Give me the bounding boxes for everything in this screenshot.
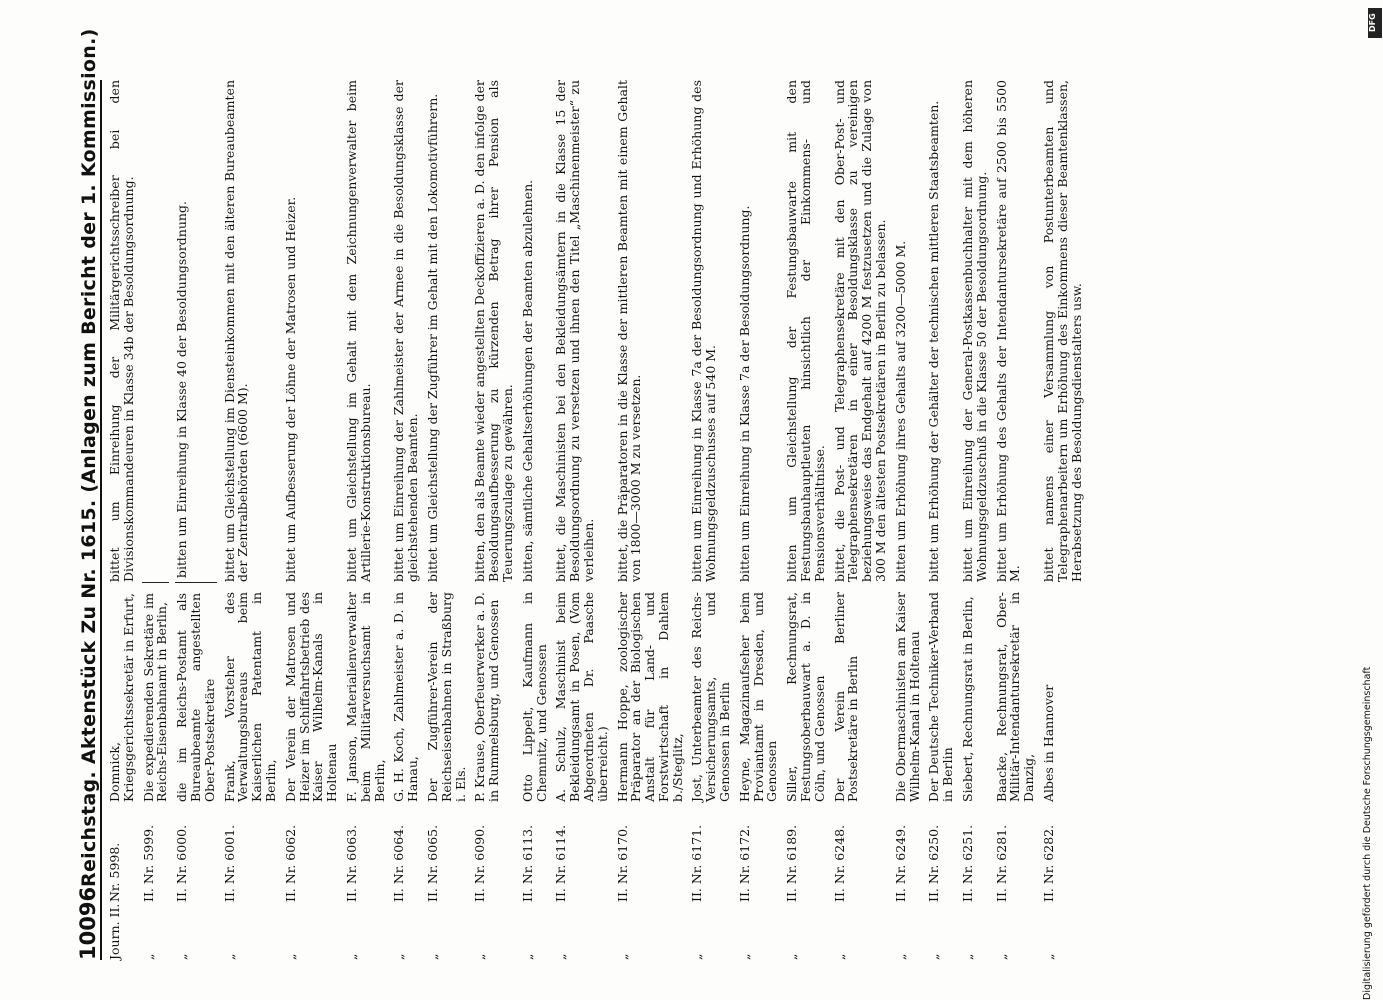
petition-number: II. Nr. 6114.	[553, 824, 569, 902]
petition-number: II. Nr. 6113.	[519, 824, 535, 902]
petitioner: Die Obermaschinisten am Kaiser Wilhelm-Kanal in Holtenau	[892, 592, 922, 802]
page-number: 10096	[76, 886, 100, 960]
journal-ref: „	[960, 953, 976, 960]
journal-ref: „	[689, 953, 705, 960]
petitioner: A. Schulz, Maschinist beim Bekleidungsamt in Posen, (Vom Abgeordneten Dr. Paasche überreicht.)	[553, 592, 610, 802]
petition-row	[690, 80, 731, 960]
journal-ref: „	[736, 953, 752, 960]
petition-row	[894, 80, 922, 960]
petition-number: II. Nr. 6170.	[614, 824, 630, 902]
journal-ref: „	[553, 953, 569, 960]
petition-number: II. Nr. 6250.	[926, 824, 942, 902]
petition-request: bitten um Einreihung in Klasse 7a der Besoldungsordnung.	[736, 205, 752, 582]
petition-row	[142, 80, 170, 960]
journal-ref: „	[472, 953, 488, 960]
petition-request: bittet um Einreihung der Zahlmeister der Armee in die Besoldungsklasse der gleichstehenden Beamten.	[391, 80, 421, 582]
petition-number: II. Nr. 6281.	[993, 824, 1009, 902]
petition-number: II. Nr. 6171.	[689, 824, 705, 902]
petitioner: Jost, Unterbeamter des Reichs-Versicherungsamts, und Genossen in Berlin	[689, 592, 733, 802]
petitioner: Die expedierenden Sekretäre im Reichs-Eisenbahnamt in Berlin,	[142, 582, 170, 802]
page-header	[60, 28, 102, 960]
petition-row	[284, 80, 339, 960]
petitioner: Der Verein Berliner Postsekretäre in Berlin	[831, 592, 861, 802]
petition-row	[392, 80, 420, 960]
petitioner: Siller, Rechnungsrat, Festungsoberbauwart a. D. in Cöln, und Genossen	[784, 592, 827, 802]
petition-row	[473, 80, 514, 960]
page-title: Reichstag. Aktenstück Zu Nr. 1615. (Anlagen zum Bericht der 1. Kommission.)	[78, 28, 100, 887]
petition-number: II. Nr. 6065.	[424, 824, 440, 902]
petition-request: bittet um Erhöhung der Gehälter der technischen mittleren Staatsbeamten.	[926, 100, 942, 582]
digitization-credit: Digitalisierung gefördert durch die Deutsche Forschungsgemeinschaft	[1362, 666, 1373, 1000]
petition-request	[142, 76, 170, 578]
petition-number: II. Nr. 6064.	[391, 824, 407, 902]
petition-row	[995, 80, 1036, 960]
petition-number: II. Nr. 5999.	[140, 824, 156, 902]
journal-ref: „	[424, 953, 440, 960]
petition-row	[426, 80, 467, 960]
petitioner: F. Janson, Materialienverwalter beim Militärversuchsamt in Berlin,	[343, 592, 387, 802]
petition-request: bittet, die Post- und Telegraphensekretäre mit den Ober-Post- und Telegraphensekretären in einer Besoldungsklasse zu vereinigen beziehungsweise das Endgehalt auf 4200 M festzusetzen und die Zulage von 300 M den ältesten Postsekretären in Berlin zu belassen.	[831, 80, 889, 582]
petitioner: Domnick, Kriegsgerichtssekretär in Erfurt,	[107, 593, 136, 802]
petition-request: bitten um Gleichstellung der Festungsbauwarte mit den Festungsbauhauptleuten hinsichtlich der Einkommens- und Pensionsverhältnisse.	[784, 80, 827, 582]
petition-request: bittet um Erhöhung des Gehalts der Intendantursekretäre auf 2500 bis 5500 M.	[993, 80, 1023, 582]
petition-row	[833, 80, 888, 960]
petition-row	[345, 80, 386, 960]
petition-request: bittet um Einreihung der General-Postkassenbuchhalter mit dem höheren Wohnungsgeldzuschuß in die Klasse 50 der Besoldungsordnung.	[960, 80, 989, 582]
journal-ref: „	[614, 953, 630, 960]
petition-number: II. Nr. 6249.	[892, 824, 908, 902]
petition-request: bitten um Einreihung in Klasse 40 der Besoldungsordnung.	[174, 201, 190, 578]
journal-ref: „	[519, 953, 535, 960]
petitioner: Siebert, Rechnungsrat in Berlin,	[960, 596, 976, 802]
petition-number: II. Nr. 6251.	[960, 824, 976, 902]
petition-request: bitten, den als Beamte wieder angestellten Deckoffizieren a. D. den infolge der Besoldungsaufbesserung zu kürzenden Betrag ihrer Pension als Teuerungszulage zu gewähren.	[472, 80, 515, 582]
petition-number: II. Nr. 6090.	[472, 824, 488, 902]
journal-ref: „	[174, 953, 190, 960]
petition-request: bitten, sämtliche Gehaltserhöhungen der Beamten abzulehnen.	[519, 179, 535, 582]
petition-number: II. Nr. 6172.	[736, 824, 752, 902]
petition-row	[521, 80, 549, 960]
petition-request: bitten um Erhöhung ihres Gehalts auf 3200—5000 M.	[892, 240, 908, 582]
journal-ref: „	[391, 953, 407, 960]
petition-row	[175, 80, 216, 960]
petition-request: bittet um Aufbesserung der Löhne der Matrosen und Heizer.	[282, 196, 298, 582]
petition-request: bittet, die Maschinisten bei den Bekleidungsämtern in die Klasse 15 der Besoldungsordnung zu versetzen und ihnen den Titel „Maschinenmeister“ zu verleihen.	[553, 80, 596, 582]
journal-ref: „	[221, 953, 237, 960]
journal-ref: „	[282, 953, 298, 960]
petition-number: II. Nr. 6000.	[174, 824, 190, 902]
petition-row	[554, 80, 609, 960]
journal-ref: „	[993, 953, 1009, 960]
petition-row	[1042, 80, 1083, 960]
petitioner: Baacke, Rechnungsrat, Ober-Militär-Intendantursekretär in Danzig,	[993, 592, 1037, 802]
dfg-logo: DFG	[1368, 8, 1382, 38]
petitioner: Der Deutsche Techniker-Verband in Berlin	[926, 592, 956, 802]
petitioner: Albes in Hannover	[1041, 684, 1057, 802]
petitioner: G. H. Koch, Zahlmeister a. D. in Hanau,	[391, 592, 421, 802]
journal-ref: „	[140, 953, 156, 960]
petitioner: Otto Lippelt, Kaufmann in Chemnitz, und Genossen	[519, 592, 549, 802]
petition-request: bitten um Einreihung in Klasse 7a der Besoldungsordnung und Erhöhung des Wohnungsgeldzuschusses auf 540 M.	[689, 80, 719, 582]
journal-ref: „	[892, 953, 908, 960]
petition-row	[961, 80, 989, 960]
petitioner: die im Reichs-Postamt als Bureaubeamte angestellten Ober-Postsekretäre	[175, 582, 216, 802]
petitioner: Frank, Vorsteher des Verwaltungsbureaus beim Kaiserlichen Patentamt in Berlin,	[221, 592, 278, 802]
petitioner: Hermann Hoppe, zoologischer Präparator an der Biologischen Anstalt für Land- und Forstwirtschaft in Dahlem b./Steglitz,	[614, 592, 685, 802]
petition-number: II. Nr. 6063.	[343, 824, 359, 902]
rotated-document	[60, 28, 1345, 960]
petition-request: bittet um Einreihung der Militärgerichtsschreiber bei den Divisionskommandeuren in Klasse 34b der Besoldungsordnung.	[107, 80, 136, 582]
journal-ref: „	[1041, 953, 1057, 960]
petition-number: II. Nr. 6282.	[1041, 824, 1057, 902]
petitioner: Der Zugführer-Verein der Reichseisenbahnen in Straßburg i. Els.	[424, 592, 468, 802]
petition-row	[108, 80, 136, 960]
petition-number: II. Nr. 6189.	[784, 824, 800, 902]
petition-row	[738, 80, 779, 960]
journal-ref: „	[831, 953, 847, 960]
journal-ref: „	[926, 953, 942, 960]
petition-request: bittet um Gleichstellung im Diensteinkommen mit den älteren Bureaubeamten der Zentralbehörden (6600 M).	[221, 80, 251, 582]
petition-row	[223, 80, 278, 960]
petition-request: bittet um Gleichstellung der Zugführer im Gehalt mit den Lokomotivführern.	[424, 93, 440, 582]
petition-list	[108, 80, 1089, 960]
petition-row	[785, 80, 826, 960]
petition-number: II. Nr. 6001.	[221, 824, 237, 902]
petitioner: Der Verein der Matrosen und Heizer im Schiffahrtsbetrieb des Kaiser Wilhelm-Kanals in Holtenau	[282, 592, 340, 802]
petition-row	[927, 80, 955, 960]
petition-number: II. Nr. 6248.	[831, 824, 847, 902]
petition-request: bittet namens einer Versammlung von Postunterbeamten und Telegraphenarbeitern um Erhöhung des Einkommens dieser Beamtenklassen, Herabsetzung des Besoldungsdienstalters usw.	[1041, 80, 1084, 582]
petition-number: Nr. 5998.	[107, 842, 122, 902]
petition-number: II. Nr. 6062.	[282, 824, 298, 902]
journal-ref: „	[343, 953, 359, 960]
petitioner: P. Krause, Oberfeuerwerker a. D. in Rummelsburg, und Genossen	[472, 592, 502, 802]
journal-ref: Journ. II.	[107, 903, 122, 960]
journal-ref: „	[784, 953, 800, 960]
petition-request: bittet, die Präparatoren in die Klasse der mittleren Beamten mit einem Gehalt von 1800—3000 M zu versetzen.	[614, 80, 644, 582]
petition-request: bittet um Gleichstellung im Gehalt mit dem Zeichnungenverwalter beim Artillerie-Konstruktionsbureau.	[343, 80, 373, 582]
petitioner: Heyne, Magazinaufseher beim Proviantamt in Dresden, und Genossen	[736, 592, 780, 802]
petition-row	[616, 80, 685, 960]
